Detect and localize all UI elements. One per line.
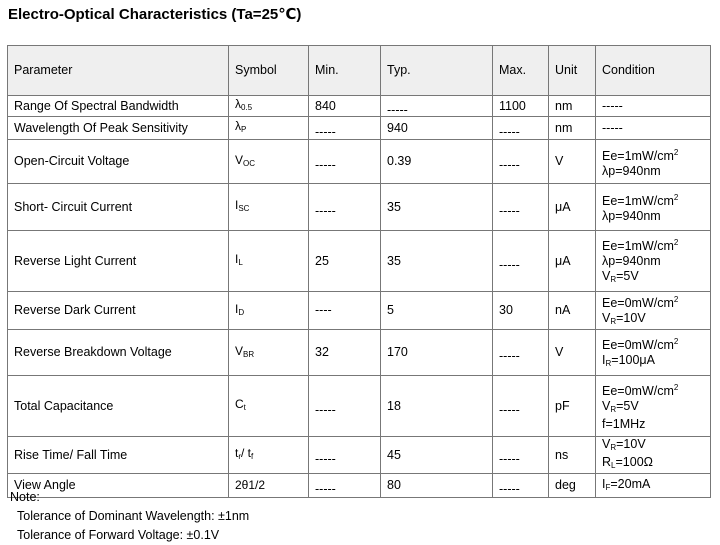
cell-condition: $Ee=0mW/cm^2$ $V_R=10V$ <box>596 292 711 330</box>
cell-typ: 0.39 <box>381 140 493 184</box>
cell-symbol: $\lambda_{0.5}$ <box>229 96 309 117</box>
cell-unit: μA <box>549 231 596 292</box>
cell-min: ----- <box>309 437 381 474</box>
cell-unit: deg <box>549 474 596 498</box>
electro-optical-table <box>7 45 711 498</box>
header-min: Min. <box>309 46 381 96</box>
cell-symbol: $I_L$ <box>229 231 309 292</box>
table-row <box>8 292 711 330</box>
cell-min: ----- <box>309 474 381 498</box>
cell-max: 30 <box>493 292 549 330</box>
table-row <box>8 437 711 474</box>
cell-parameter: View Angle <box>8 474 229 498</box>
table-header-row <box>8 46 711 96</box>
cell-typ: 35 <box>381 231 493 292</box>
cell-symbol: 2θ1/2 <box>229 474 309 498</box>
cell-typ: 940 <box>381 117 493 140</box>
header-max: Max. <box>493 46 549 96</box>
cell-condition: ----- <box>596 117 711 140</box>
cell-parameter: Rise Time/ Fall Time <box>8 437 229 474</box>
table-row <box>8 376 711 437</box>
cell-max: ----- <box>493 117 549 140</box>
cell-parameter: Total Capacitance <box>8 376 229 437</box>
cell-max: ----- <box>493 184 549 231</box>
cell-min: ----- <box>309 117 381 140</box>
section-title: Electro-Optical Characteristics (Ta=25℃) <box>8 6 302 23</box>
cell-parameter: Wavelength Of Peak Sensitivity <box>8 117 229 140</box>
table-row <box>8 231 711 292</box>
cell-condition: ----- <box>596 96 711 117</box>
header-symbol: Symbol <box>229 46 309 96</box>
cell-max: ----- <box>493 437 549 474</box>
cell-parameter: Reverse Light Current <box>8 231 229 292</box>
cell-symbol: $I_{SC}$ <box>229 184 309 231</box>
cell-symbol: $t_r/$ $t_f$ <box>229 437 309 474</box>
header-condition: Condition <box>596 46 711 96</box>
cell-parameter: Reverse Dark Current <box>8 292 229 330</box>
cell-parameter: Reverse Breakdown Voltage <box>8 330 229 376</box>
cell-min: ----- <box>309 140 381 184</box>
cell-unit: μA <box>549 184 596 231</box>
cell-parameter: Open-Circuit Voltage <box>8 140 229 184</box>
cell-unit: pF <box>549 376 596 437</box>
header-typ: Typ. <box>381 46 493 96</box>
cell-symbol: $V_{BR}$ <box>229 330 309 376</box>
header-unit: Unit <box>549 46 596 96</box>
cell-unit: nm <box>549 96 596 117</box>
cell-typ: 45 <box>381 437 493 474</box>
table-row <box>8 184 711 231</box>
cell-condition: $Ee=1mW/cm^2$ λp=940nm $V_R=5V$ <box>596 231 711 292</box>
cell-max: ----- <box>493 376 549 437</box>
notes-block <box>10 488 249 545</box>
cell-typ: 80 <box>381 474 493 498</box>
cell-max: ----- <box>493 474 549 498</box>
cell-max: ----- <box>493 140 549 184</box>
cell-symbol: $\lambda_P$ <box>229 117 309 140</box>
cell-condition: $Ee=0mW/cm^2$ $I_R=100\mu A$ <box>596 330 711 376</box>
note-item: Tolerance of Forward Voltage: ±0.1V <box>17 528 220 542</box>
table-row <box>8 117 711 140</box>
table-row <box>8 96 711 117</box>
cell-min: 25 <box>309 231 381 292</box>
header-parameter: Parameter <box>8 46 229 96</box>
cell-condition: $Ee=1mW/cm^2$ λp=940nm <box>596 184 711 231</box>
cell-condition: $I_F=20mA$ <box>596 474 711 498</box>
cell-symbol: $V_{OC}$ <box>229 140 309 184</box>
cell-typ: 18 <box>381 376 493 437</box>
cell-unit: V <box>549 140 596 184</box>
cell-unit: ns <box>549 437 596 474</box>
cell-symbol: $C_t$ <box>229 376 309 437</box>
cell-min: ----- <box>309 376 381 437</box>
notes-label: Note: <box>10 490 40 504</box>
cell-max: 1100 <box>493 96 549 117</box>
cell-unit: V <box>549 330 596 376</box>
cell-unit: nA <box>549 292 596 330</box>
cell-symbol: $I_D$ <box>229 292 309 330</box>
cell-max: ----- <box>493 231 549 292</box>
cell-condition: $Ee=1mW/cm^2$ λp=940nm <box>596 140 711 184</box>
cell-min: ---- <box>309 292 381 330</box>
table-row <box>8 330 711 376</box>
cell-typ: 170 <box>381 330 493 376</box>
cell-parameter: Short- Circuit Current <box>8 184 229 231</box>
cell-min: 840 <box>309 96 381 117</box>
cell-max: ----- <box>493 330 549 376</box>
table-row <box>8 140 711 184</box>
cell-condition: $V_R=10V$ $R_L=100\Omega$ <box>596 437 711 474</box>
cell-parameter: Range Of Spectral Bandwidth <box>8 96 229 117</box>
note-item: Tolerance of Dominant Wavelength: ±1nm <box>17 509 250 523</box>
cell-min: 32 <box>309 330 381 376</box>
cell-typ: 35 <box>381 184 493 231</box>
cell-min: ----- <box>309 184 381 231</box>
cell-typ: 5 <box>381 292 493 330</box>
cell-unit: nm <box>549 117 596 140</box>
cell-typ: ----- <box>381 96 493 117</box>
cell-condition: $Ee=0mW/cm^2$ $V_R=5V$ f=1MHz <box>596 376 711 437</box>
